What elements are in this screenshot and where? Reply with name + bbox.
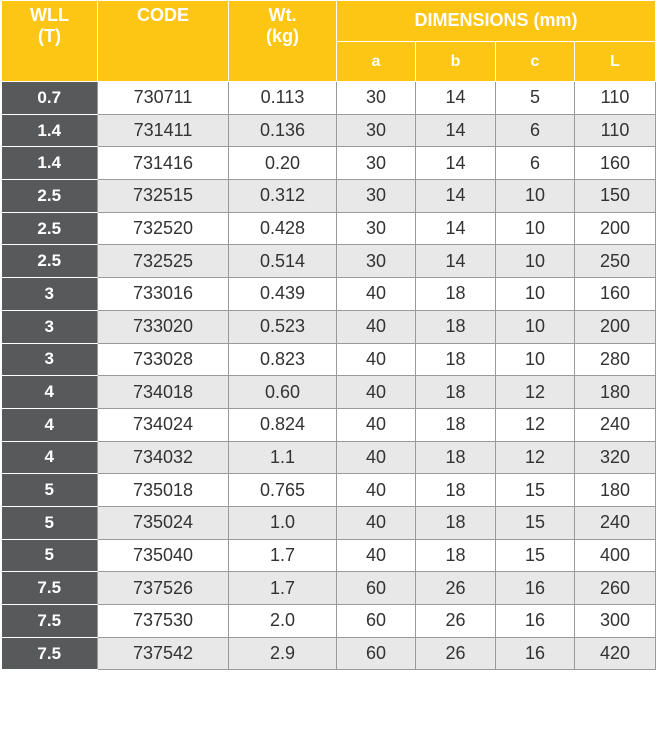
cell-code: 737542: [98, 637, 229, 670]
cell-wll: 1.4: [2, 147, 98, 180]
cell-wt: 0.765: [229, 474, 337, 507]
table-row: [2, 506, 656, 539]
cell-l: 240: [575, 408, 656, 441]
cell-a: 60: [337, 605, 416, 638]
cell-code: 732515: [98, 180, 229, 213]
cell-c: 16: [496, 572, 575, 605]
cell-a: 40: [337, 376, 416, 409]
cell-a: 40: [337, 278, 416, 311]
header-dim-c: c: [496, 41, 575, 82]
table-row: [2, 212, 656, 245]
cell-a: 30: [337, 82, 416, 115]
table-row: [2, 474, 656, 507]
cell-wll: 7.5: [2, 605, 98, 638]
cell-c: 16: [496, 637, 575, 670]
cell-l: 160: [575, 147, 656, 180]
header-wll: WLL (T): [2, 1, 98, 82]
cell-c: 15: [496, 474, 575, 507]
cell-b: 18: [416, 441, 496, 474]
cell-code: 735024: [98, 506, 229, 539]
cell-c: 10: [496, 310, 575, 343]
cell-a: 40: [337, 539, 416, 572]
cell-b: 14: [416, 245, 496, 278]
cell-wll: 2.5: [2, 212, 98, 245]
cell-l: 110: [575, 82, 656, 115]
cell-wt: 0.113: [229, 82, 337, 115]
cell-b: 18: [416, 278, 496, 311]
cell-wt: 0.439: [229, 278, 337, 311]
header-dimensions: DIMENSIONS (mm): [337, 1, 656, 42]
cell-b: 14: [416, 114, 496, 147]
table-row: [2, 245, 656, 278]
cell-code: 735040: [98, 539, 229, 572]
cell-wt: 0.823: [229, 343, 337, 376]
cell-a: 60: [337, 637, 416, 670]
table-row: [2, 82, 656, 115]
cell-b: 14: [416, 212, 496, 245]
cell-wll: 3: [2, 343, 98, 376]
cell-b: 26: [416, 605, 496, 638]
cell-a: 40: [337, 310, 416, 343]
cell-a: 30: [337, 147, 416, 180]
cell-l: 150: [575, 180, 656, 213]
cell-c: 6: [496, 147, 575, 180]
cell-b: 18: [416, 408, 496, 441]
cell-a: 30: [337, 180, 416, 213]
cell-l: 200: [575, 212, 656, 245]
table-row: [2, 637, 656, 670]
cell-wt: 2.9: [229, 637, 337, 670]
cell-wll: 5: [2, 539, 98, 572]
cell-wt: 1.0: [229, 506, 337, 539]
header-dim-a: a: [337, 41, 416, 82]
table-row: [2, 278, 656, 311]
cell-wt: 0.312: [229, 180, 337, 213]
cell-code: 734024: [98, 408, 229, 441]
cell-wll: 4: [2, 408, 98, 441]
cell-a: 40: [337, 441, 416, 474]
cell-a: 30: [337, 212, 416, 245]
table-row: [2, 147, 656, 180]
cell-c: 16: [496, 605, 575, 638]
cell-b: 14: [416, 147, 496, 180]
cell-l: 200: [575, 310, 656, 343]
cell-code: 733028: [98, 343, 229, 376]
cell-c: 6: [496, 114, 575, 147]
cell-a: 30: [337, 245, 416, 278]
cell-b: 26: [416, 572, 496, 605]
cell-code: 734018: [98, 376, 229, 409]
cell-l: 260: [575, 572, 656, 605]
cell-a: 40: [337, 506, 416, 539]
cell-c: 10: [496, 278, 575, 311]
cell-code: 731416: [98, 147, 229, 180]
cell-l: 400: [575, 539, 656, 572]
cell-code: 734032: [98, 441, 229, 474]
table-header: [2, 1, 656, 82]
cell-wt: 0.514: [229, 245, 337, 278]
cell-code: 733020: [98, 310, 229, 343]
cell-code: 732525: [98, 245, 229, 278]
spec-table: [1, 0, 656, 670]
cell-c: 15: [496, 506, 575, 539]
cell-c: 10: [496, 212, 575, 245]
cell-b: 18: [416, 310, 496, 343]
cell-wll: 3: [2, 278, 98, 311]
table-row: [2, 310, 656, 343]
cell-a: 40: [337, 474, 416, 507]
cell-c: 15: [496, 539, 575, 572]
cell-b: 26: [416, 637, 496, 670]
cell-c: 5: [496, 82, 575, 115]
cell-code: 731411: [98, 114, 229, 147]
cell-wll: 5: [2, 474, 98, 507]
table-body: [2, 82, 656, 670]
cell-l: 180: [575, 376, 656, 409]
cell-a: 30: [337, 114, 416, 147]
cell-code: 737526: [98, 572, 229, 605]
cell-b: 14: [416, 180, 496, 213]
cell-wll: 4: [2, 441, 98, 474]
cell-code: 733016: [98, 278, 229, 311]
table-row: [2, 441, 656, 474]
cell-wll: 2.5: [2, 245, 98, 278]
cell-wt: 0.824: [229, 408, 337, 441]
cell-wt: 0.60: [229, 376, 337, 409]
cell-b: 18: [416, 474, 496, 507]
cell-wll: 3: [2, 310, 98, 343]
cell-b: 18: [416, 539, 496, 572]
cell-l: 250: [575, 245, 656, 278]
header-wt: Wt. (kg): [229, 1, 337, 82]
cell-b: 18: [416, 506, 496, 539]
cell-a: 60: [337, 572, 416, 605]
cell-c: 12: [496, 408, 575, 441]
cell-wll: 5: [2, 506, 98, 539]
table-row: [2, 605, 656, 638]
table-row: [2, 376, 656, 409]
cell-b: 18: [416, 376, 496, 409]
header-dim-l: L: [575, 41, 656, 82]
cell-wll: 4: [2, 376, 98, 409]
cell-b: 18: [416, 343, 496, 376]
cell-code: 737530: [98, 605, 229, 638]
cell-wt: 2.0: [229, 605, 337, 638]
cell-wt: 0.428: [229, 212, 337, 245]
cell-c: 10: [496, 343, 575, 376]
cell-l: 280: [575, 343, 656, 376]
cell-l: 420: [575, 637, 656, 670]
header-dim-b: b: [416, 41, 496, 82]
cell-wll: 1.4: [2, 114, 98, 147]
table-row: [2, 572, 656, 605]
cell-l: 160: [575, 278, 656, 311]
cell-l: 180: [575, 474, 656, 507]
table-row: [2, 539, 656, 572]
header-code: CODE: [98, 1, 229, 82]
cell-wt: 0.136: [229, 114, 337, 147]
cell-wt: 1.7: [229, 572, 337, 605]
cell-l: 240: [575, 506, 656, 539]
cell-l: 110: [575, 114, 656, 147]
table-row: [2, 180, 656, 213]
cell-code: 732520: [98, 212, 229, 245]
cell-code: 730711: [98, 82, 229, 115]
cell-c: 12: [496, 441, 575, 474]
cell-b: 14: [416, 82, 496, 115]
table-row: [2, 408, 656, 441]
cell-c: 12: [496, 376, 575, 409]
cell-l: 300: [575, 605, 656, 638]
cell-a: 40: [337, 343, 416, 376]
cell-c: 10: [496, 245, 575, 278]
cell-wt: 0.20: [229, 147, 337, 180]
cell-wll: 0.7: [2, 82, 98, 115]
cell-c: 10: [496, 180, 575, 213]
cell-wt: 1.1: [229, 441, 337, 474]
cell-a: 40: [337, 408, 416, 441]
cell-l: 320: [575, 441, 656, 474]
cell-wll: 7.5: [2, 637, 98, 670]
cell-code: 735018: [98, 474, 229, 507]
cell-wll: 7.5: [2, 572, 98, 605]
cell-wt: 1.7: [229, 539, 337, 572]
cell-wt: 0.523: [229, 310, 337, 343]
cell-wll: 2.5: [2, 180, 98, 213]
table-row: [2, 114, 656, 147]
table-row: [2, 343, 656, 376]
